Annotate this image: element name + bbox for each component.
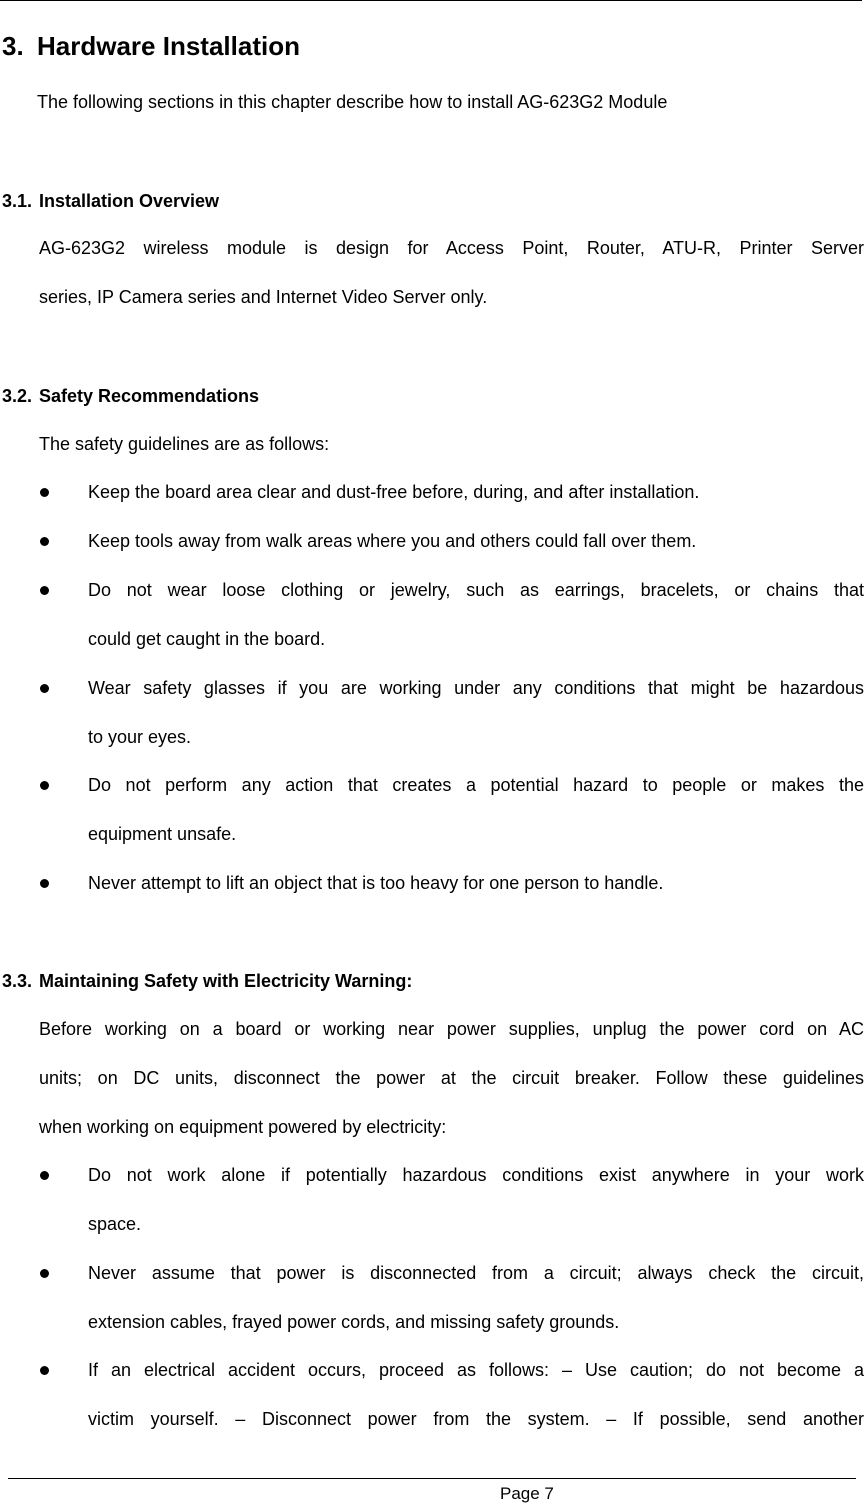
bullet-icon: [40, 586, 49, 595]
section-title: Maintaining Safety with Electricity Warning:: [39, 971, 413, 991]
bullet-icon: [40, 537, 49, 546]
bullet-text: Wear safety glasses if you are working under any conditions that might be hazardous: [88, 678, 864, 698]
bullet-icon: [40, 488, 49, 497]
bullet-text-continued: victim yourself. – Disconnect power from the system. – If possible, send another: [88, 1409, 864, 1429]
section-number: 3.3.: [2, 971, 33, 991]
bullet-text: Do not work alone if potentially hazardous conditions exist anywhere in your work: [88, 1165, 864, 1185]
paragraph-line: when working on equipment powered by electricity:: [39, 1117, 447, 1137]
paragraph-line: The safety guidelines are as follows:: [39, 434, 330, 454]
section-number: 3.2.: [2, 386, 33, 406]
section-title: Installation Overview: [39, 191, 220, 211]
bullet-text: Do not perform any action that creates a potential hazard to people or makes the: [88, 775, 864, 795]
bullet-text-continued: space.: [88, 1214, 142, 1234]
bullet-icon: [40, 781, 49, 790]
bullet-icon: [40, 1171, 49, 1180]
bullet-text-continued: to your eyes.: [88, 727, 192, 747]
paragraph-line: Before working on a board or working near power supplies, unplug the power cord on AC: [39, 1019, 864, 1039]
section-title: Safety Recommendations: [39, 386, 260, 406]
bullet-icon: [40, 1366, 49, 1375]
chapter-number: 3.: [2, 31, 24, 61]
paragraph-line: AG-623G2 wireless module is design for Access Point, Router, ATU-R, Printer Server: [39, 238, 864, 258]
bullet-text-continued: equipment unsafe.: [88, 824, 237, 844]
chapter-title: Hardware Installation: [37, 31, 300, 61]
page-number: Page 7: [500, 1484, 554, 1503]
footer-rule: [8, 1478, 856, 1479]
paragraph-line: series, IP Camera series and Internet Video Server only.: [39, 287, 488, 307]
bullet-text: Keep the board area clear and dust-free before, during, and after installation.: [88, 482, 700, 502]
bullet-icon: [40, 1269, 49, 1278]
bullet-text: If an electrical accident occurs, proceed as follows: – Use caution; do not become a: [88, 1360, 864, 1380]
bullet-icon: [40, 879, 49, 888]
bullet-text: Never attempt to lift an object that is too heavy for one person to handle.: [88, 873, 664, 893]
bullet-icon: [40, 684, 49, 693]
bullet-text: Keep tools away from walk areas where you and others could fall over them.: [88, 531, 697, 551]
bullet-text-continued: could get caught in the board.: [88, 629, 326, 649]
bullet-text: Never assume that power is disconnected from a circuit; always check the circuit,: [88, 1263, 864, 1283]
bullet-text-continued: extension cables, frayed power cords, and missing safety grounds.: [88, 1312, 620, 1332]
bullet-text: Do not wear loose clothing or jewelry, such as earrings, bracelets, or chains that: [88, 580, 864, 600]
header-rule: [0, 0, 862, 1]
chapter-intro: The following sections in this chapter describe how to install AG-623G2 Module: [37, 92, 668, 112]
section-number: 3.1.: [2, 191, 33, 211]
paragraph-line: units; on DC units, disconnect the power at the circuit breaker. Follow these guidelines: [39, 1068, 864, 1088]
